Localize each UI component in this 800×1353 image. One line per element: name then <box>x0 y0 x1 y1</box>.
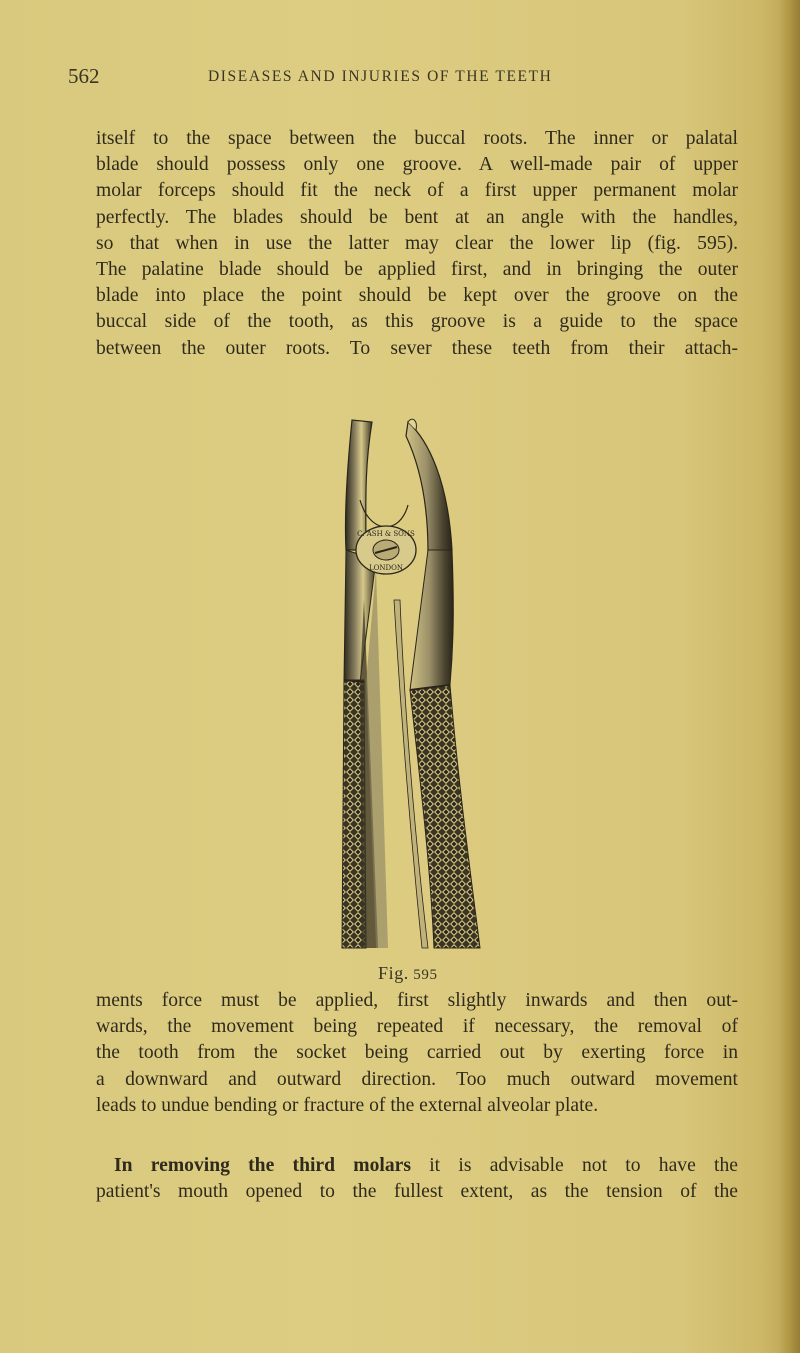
first-line-rest: it is advisable not to have the <box>410 1155 738 1176</box>
text-line: so that when in use the latter may clear the lower lip (fig. 595). <box>96 232 738 254</box>
paragraph-1 <box>96 126 738 362</box>
text-line: blade should possess only one groove. A well-made pair of upper <box>96 154 738 176</box>
text-line: molar forceps should fit the neck of a first upper permanent molar <box>96 180 738 202</box>
text-line: wards, the movement being repeated if necessary, the removal of <box>96 1016 738 1038</box>
text-line: perfectly. The blades should be bent at an angle with the handles, <box>96 206 738 228</box>
caption-number: 595 <box>413 967 438 983</box>
text-line: ments force must be applied, first slightly inwards and then out- <box>96 990 738 1011</box>
text-line: patient's mouth opened to the fullest extent, as the tension of the <box>96 1181 738 1203</box>
paragraph-2 <box>96 988 738 1119</box>
figure-forceps-illustration <box>330 400 500 960</box>
text-line: itself to the space between the buccal roots. The inner or palatal <box>96 128 738 149</box>
page-header <box>68 64 748 94</box>
maker-stamp-bottom: LONDON <box>369 564 403 572</box>
text-line: between the outer roots. To sever these teeth from their attach- <box>96 337 738 359</box>
forceps-illustration <box>330 400 500 960</box>
paragraph-3 <box>96 1153 738 1205</box>
text-line: The palatine blade should be applied first, and in bringing the outer <box>96 259 738 281</box>
text-line: a downward and outward direction. Too much outward movement <box>96 1068 738 1090</box>
text-line: blade into place the point should be kept over the groove on the <box>96 285 738 307</box>
text-line <box>96 1153 738 1179</box>
text-line: the tooth from the socket being carried out by exerting force in <box>96 1042 738 1064</box>
running-head: DISEASES AND INJURIES OF THE TEETH <box>208 68 553 85</box>
text-line: buccal side of the tooth, as this groove is a guide to the space <box>96 311 738 333</box>
text-line: leads to undue bending or fracture of the external alveolar plate. <box>96 1094 599 1116</box>
page-number: 562 <box>68 64 100 88</box>
page-edge-shadow <box>778 0 800 1353</box>
bold-lead-phrase: In removing the third molars <box>114 1155 411 1176</box>
figure-caption <box>378 963 438 984</box>
caption-prefix: Fig. <box>378 963 409 983</box>
maker-stamp-top: C. ASH & SONS <box>357 530 415 538</box>
